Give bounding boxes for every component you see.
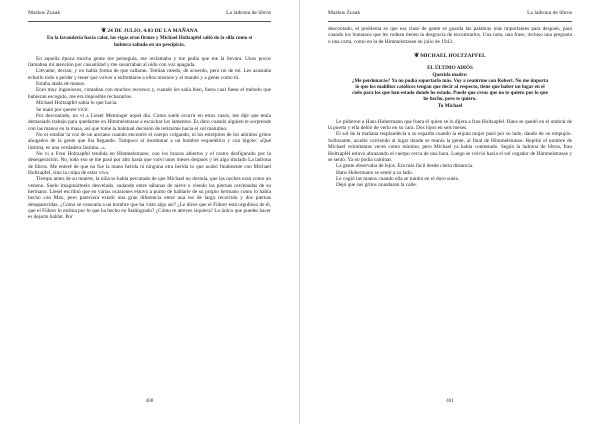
ornament-icon: ❦ [414, 53, 420, 60]
letter-subtitle: EL ÚLTIMO ADIÓS [427, 65, 473, 72]
header-title: La ladrona de libros [527, 10, 572, 16]
paragraph: Llévame, decían, y no había forma de que callaran. Temían miedo, de acuerdo, pero no de mí. Les asustaba echarlo todo a perder y tener que volver a enfrentarse a ellos mismos y al mundo y a gente como tú. [28, 68, 271, 81]
section-heading-text: 24 DE JULIO, 4.03 DE LA MAÑANA [107, 28, 198, 34]
right-page [300, 0, 600, 424]
paragraph: El sol de la mañana resplandecía a su espalda cuando la enjuta mujer pasó por su lado, dando de un empujón. Sollozante, acudió corriendo al lugar donde se reunía la gente, al final de Himmelstrasse. Repitió el nombre de Michael veintitantas veces como mínimo, pero Michael ya había contestado. Según la ladrona de libros, frau Holtzapfel estuvo abrazando el cuerpo cerca de una hora. Luego se volvió hacia el sol cegador de Himmelstrasse y se sentó. Ya no podía caminar. [328, 131, 572, 163]
paragraph: Le cogió las manos cuando ella se tumbó en el duro suelo. [336, 175, 460, 182]
page-number: 401 [446, 398, 454, 404]
paragraph: Hans Hubermann se sentó a su lado. [336, 169, 413, 176]
paragraph: Dejó que sus gritos inundaran la calle. [336, 182, 418, 189]
section-summary: En la lavandería hacía calor, las vigas eran firmes y Michael Holtzapfel saltó de la silla como si hubiera saltado en un precipicio. [47, 35, 252, 48]
page-number: 400 [145, 398, 154, 404]
paragraph: En aquella época mucha gente me perseguía, me reclamaba y me pedía que me la llevara. Unos pocos llamaban mi atención por casualidad y me susurraban al oído con voz apagada. [28, 55, 271, 69]
section-heading-text: MICHAEL HOLTZAPFEL [420, 53, 486, 60]
page-body [328, 26, 572, 189]
header-author: Markus Zusak [28, 10, 61, 16]
letter-body: ¿Me perdonarás? Ya no podía soportarlo más. Voy a reunirme con Robert. No me importa lo que los malditos católicos tengan que decir al respecto, tiene que haber un lugar en el cielo para los que han estado donde he estado. Puede que creas que no te quiero por lo que he hecho, pero te quiero. [351, 77, 549, 103]
paragraph: La gente observaba de lejos. Era más fácil desde cierta distancia. [336, 163, 474, 170]
letter-greeting: Querida madre: [432, 71, 468, 78]
paragraph: Tiempo antes de su muerte, la niña se había percatado de que Michael no dormía, que las noches eran como un veneno. Suelo imaginármelo desvelado, sudando entre sábanas de nieve o viendo las piernas cercenadas de su hermano. Liesel escribió que en varias ocasiones estuvo a punto de hablarle de su propio hermano como lo había hecho con Max, pero pareciera existir una gran diferencia entre una tos de largo recorrido y dos piernas desaparecidas. ¿Cómo se consuela a un hombre que ha visto algo así? ¿Le dices que el Führer está orgulloso de él, que el Führer lo estima por lo que ha hecho en Stalingrado? ¿Cómo te atreves siquiera? Lo único que puedes hacer es dejarlo hablar. Por [28, 176, 271, 221]
header-author: Markus Zusak [328, 10, 361, 16]
paragraph: descontado, el problema es que esa clase de gente se guarda las palabras más importantes para después, para cuando los humanos que les rodean tienen la desgracia de encontrarlos. Una nota, una frase, incluso una pregunta o una carta, como en la de Himmelstrasse en julio de 1943. [328, 26, 572, 45]
page-header [328, 10, 572, 22]
page-header [28, 10, 271, 22]
paragraph: Eran muy ingeniosos, contaban con muchos recursos y, cuando les salía bien, fuera cual fuese el método que hubieran escogido, me era imposible rechazarlos. [28, 87, 271, 100]
letter-block [350, 65, 550, 108]
paragraph: Le pidieron a Hans Hubermann que fuera él quien se lo dijera a frau Holtzapfel. Hans se quedó en el umbral de la puerta y ella debió de verlo en su cara. Dos hijos en seis meses. [328, 118, 572, 132]
page-body [28, 26, 271, 221]
paragraph: No vi a Frau Holtzapfel tendida en Himmelstrasse, con los brazos abiertos y el rostro desfigurado por la desesperación. No, todo eso se me pasó por alto hasta que volví unos meses después y leí algo titulado La ladrona de libros. Me enteré de que no fue la mano herida ni ninguna otra herida lo que acabó finalmente con Michael Holtzapfel, sino la culpa de estar vivo. [28, 150, 271, 176]
paragraph: No oí estallar la voz de un anciano cuando encontró el cuerpo colgando, ni los estrépitos de los atónitos gritos ahogados de la gente que iba llegando. Tampoco oí murmurar a un hombre esquelético y con bigote: «Qué lástima, es una verdadera lástima...». [28, 131, 271, 151]
section-heading [328, 53, 572, 59]
header-title: La ladrona de libros [226, 10, 271, 16]
paragraph: Michael Holtzapfel sabía lo que hacía. [36, 100, 118, 107]
paragraph: Por descontado, no vi a Liesel Meminger aquel día. Como suele ocurrir en estos casos, me dije que tenía demasiado trabajo para quedarme en Himmelstrasse a escuchar los lamentos. Es duro cuando alguien te sorprende con las manos en la masa, así que tomé la habitual decisión de retirarme hacia el sol matutino. [28, 112, 271, 132]
paragraph: Se mató por querer vivir. [36, 106, 89, 113]
section-heading [28, 28, 271, 34]
ornament-icon: ❦ [101, 28, 107, 34]
letter-signature: Tu Michael [437, 102, 463, 109]
paragraph: Estaba atada de manos. [36, 81, 86, 88]
